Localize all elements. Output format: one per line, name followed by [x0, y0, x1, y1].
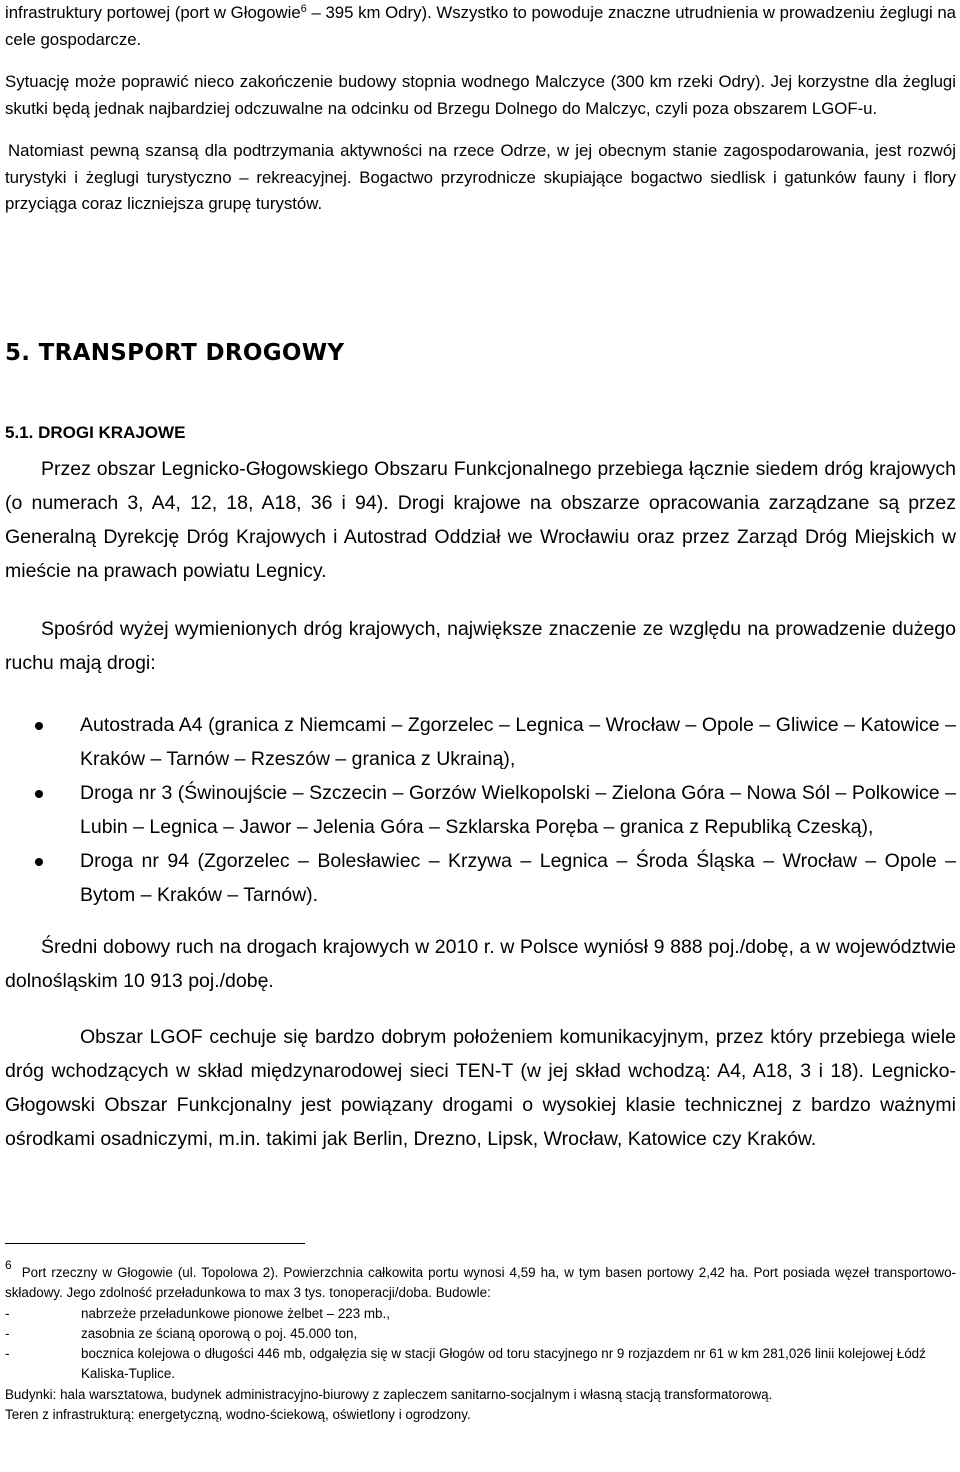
list-item-text: Autostrada A4 (granica z Niemcami – Zgorzelec – Legnica – Wrocław – Opole – Gliwice – Katowice –Kraków – Tarnów – Rzeszów – granica z Ukrainą), [80, 714, 956, 770]
footnote-buildings: Budynki: hala warsztatowa, budynek administracyjno-biurowy z zapleczem sanitarno-socjalnym i własną stacją transformatorową. [5, 1386, 773, 1402]
footnote [5, 1255, 956, 1425]
footnote-separator [5, 1243, 305, 1244]
list-item-text: Droga nr 94 (Zgorzelec – Bolesławiec – Krzywa – Legnica – Środa Śląska – Wrocław – Opole – Bytom – Kraków – Tarnów). [80, 850, 956, 906]
paragraph-malczyce: Sytuację może poprawić nieco zakończenie budowy stopnia wodnego Malczyce (300 km rzeki Odry). Jej korzystne dla żeglugi skutki będą jednak najbardziej odczuwalne na odcinku od Brzegu Dolnego do Malczyc, czyli poza obszarem LGOF-u. [5, 72, 956, 118]
footnote-paragraph [5, 1255, 956, 1304]
list-item [5, 708, 956, 776]
list-item [5, 1304, 956, 1324]
paragraph-lgof: Obszar LGOF cechuje się bardzo dobrym położeniem komunikacyjnym, przez który przebiega wiele dróg wchodzących w skład międzynarodowej sieci TEN-T (w jej skład wchodzą: A4, A18, 3 i 18). Legnicko-Głogowski Obszar Funkcjonalny jest powiązany drogami o wysokiej klasie technicznej z bardzo ważnymi ośrodkami osadniczymi, m.in. takimi jak Berlin, Drezno, Lipsk, Wrocław, Katowice czy Kraków. [5, 1026, 956, 1150]
list-item-text: nabrzeże przeładunkowe pionowe żelbet – 223 mb., [81, 1305, 390, 1321]
paragraph-main-roads: Spośród wyżej wymienionych dróg krajowych, największe znaczenie ze względu na prowadzenie dużego ruchu mają drogi: [5, 618, 956, 674]
paragraph-national-roads: Przez obszar Legnicko-Głogowskiego Obszaru Funkcjonalnego przebiega łącznie siedem dróg krajowych (o numerach 3, A4, 12, 18, A18, 36 i 94). Drogi krajowe na obszarze opracowania zarządzane są przez Generalną Dyrekcję Dróg Krajowych i Autostrad Oddział we Wrocławiu oraz przez Zarząd Dróg Miejskich w mieście na prawach powiatu Legnicy. [5, 458, 956, 582]
intro-block [5, 0, 956, 218]
paragraph-port-text: infrastruktury portowej (port w Głogowie [5, 3, 301, 22]
paragraph-port-rest: – 395 km Odry). Wszystko to powoduje znaczne utrudnienia w prowadzeniu żeglugi na cele gospodarcze. [5, 3, 956, 49]
section-body [5, 452, 956, 1156]
section-heading: 5. TRANSPORT DROGOWY [5, 340, 345, 366]
paragraph-traffic: Średni dobowy ruch na drogach krajowych w 2010 r. w Polsce wyniósł 9 888 poj./dobę, a w województwie dolnośląskim 10 913 poj./dobę. [5, 936, 956, 992]
subsection-heading: 5.1. DROGI KRAJOWE [5, 423, 186, 442]
list-item [5, 1324, 956, 1344]
paragraph-port [5, 0, 956, 53]
list-item-text: bocznica kolejowa o długości 446 mb, odgałęzia się w stacji Głogów od toru stacyjnego nr 9 rozjazdem nr 61 w km 281,026 linii kolejowej Łódź Kaliska-Tuplice. [81, 1346, 926, 1382]
paragraph-tourism: Natomiast pewną szansą dla podtrzymania aktywności na rzece Odrze, w jej obecnym stanie zagospodarowania, jest rozwój turystyki i żeglugi turystyczno – rekreacyjnej. Bogactwo przyrodnicze skupiające bogactwo siedlisk i gatunków fauny i flory przyciąga coraz liczniejsza grupę turystów. [5, 141, 956, 213]
dash-marker: - [5, 1305, 10, 1321]
list-item-text: Droga nr 3 (Świnoujście – Szczecin – Gorzów Wielkopolski – Zielona Góra – Nowa Sól – Polkowice – Lubin – Legnica – Jawor – Jelenia Góra – Szklarska Poręba – granica z Republiką Czeską), [80, 782, 956, 838]
footnote-list [5, 1304, 956, 1385]
dash-marker: - [5, 1346, 10, 1362]
dash-marker: - [5, 1325, 10, 1341]
footnote-mark: 6 [5, 1258, 12, 1272]
bullet-icon [35, 722, 43, 730]
footnote-ref[interactable]: 6 [300, 3, 307, 15]
list-item [5, 844, 956, 912]
bullet-icon [35, 790, 43, 798]
footnote-text: Port rzeczny w Głogowie (ul. Topolowa 2). Powierzchnia całkowita portu wynosi 4,59 ha, w tym basen portowy 2,42 ha. Port posiada węzeł transportowo-składowy. Jego zdolność przeładunkowa to max 3 tys. tonoperacji/doba. Budowle: [5, 1265, 956, 1301]
list-item-text: zasobnia ze ścianą oporową o poj. 45.000 ton, [81, 1325, 358, 1341]
footnote-infrastructure: Teren z infrastrukturą: energetyczną, wodno-ściekową, oświetlony i ogrodzony. [5, 1407, 471, 1423]
list-item [5, 776, 956, 844]
bullet-icon [35, 858, 43, 866]
roads-list [5, 708, 956, 912]
list-item [5, 1344, 956, 1385]
